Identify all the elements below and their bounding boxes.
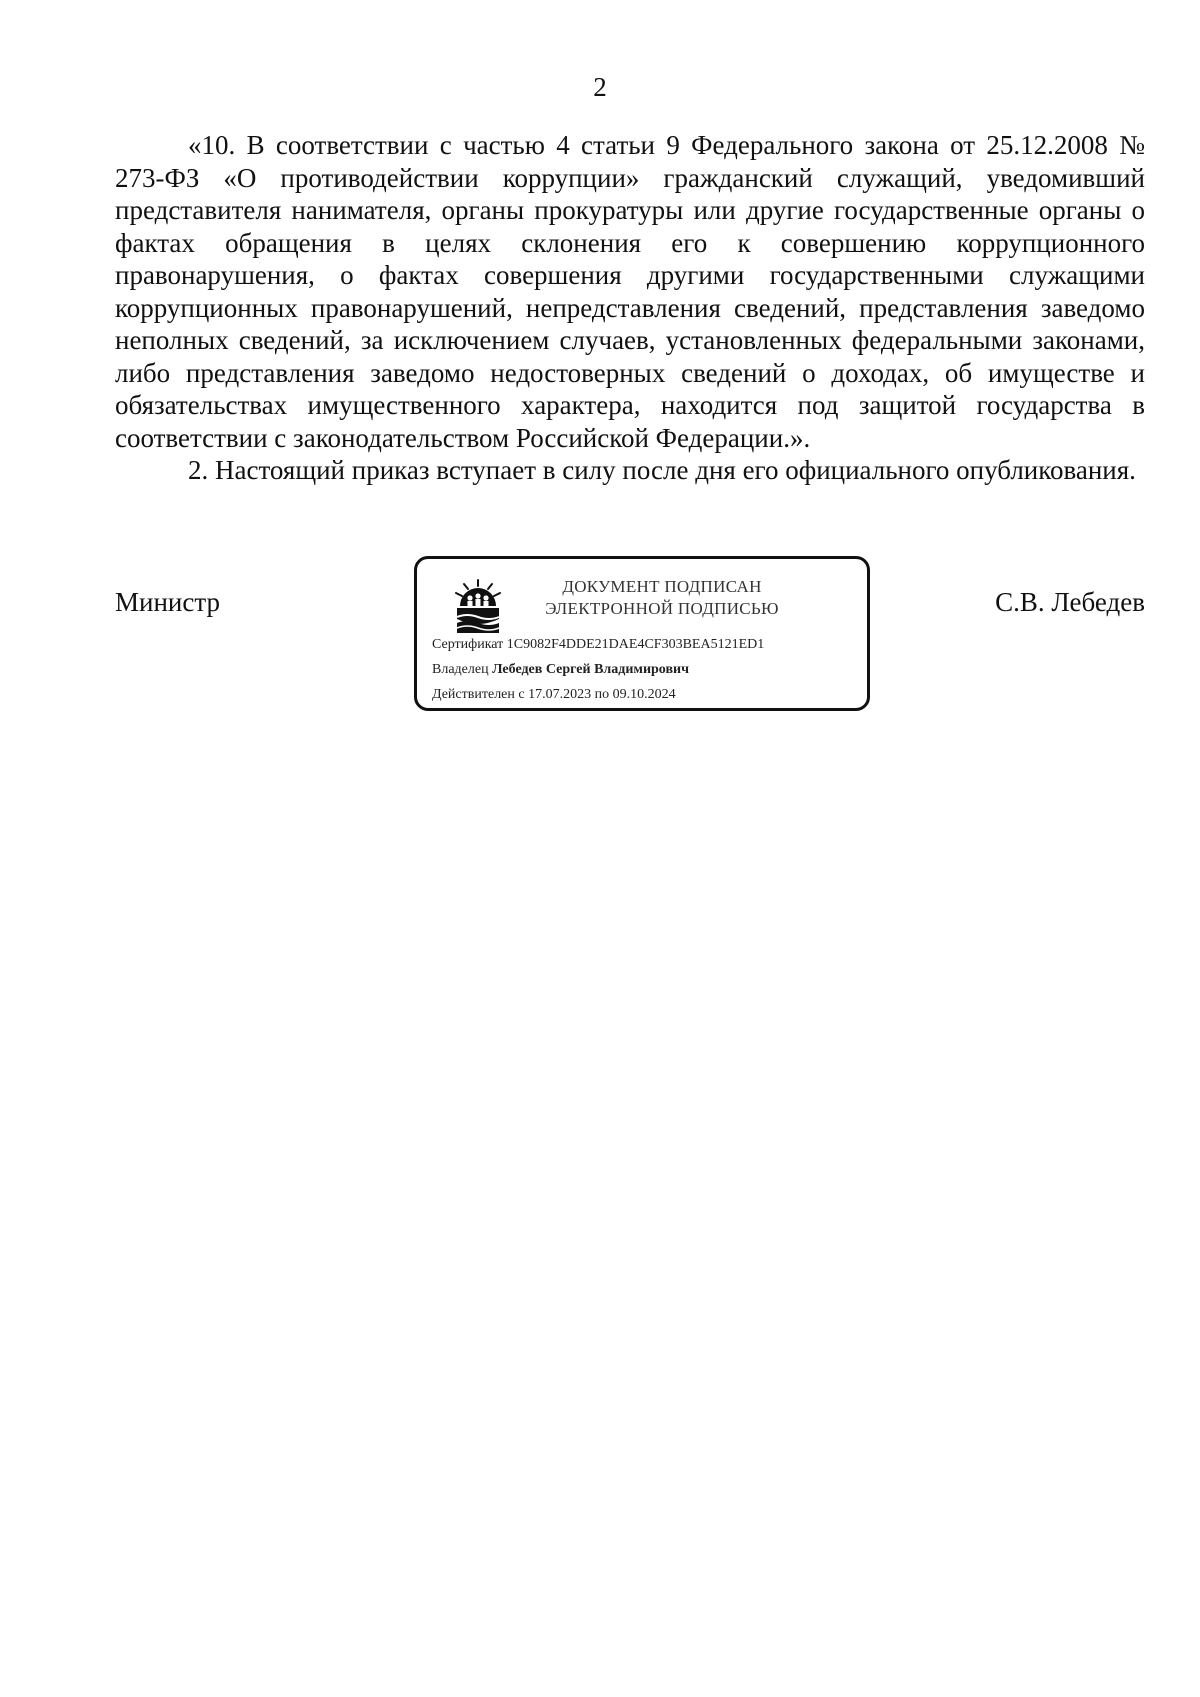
page-number: 2 (593, 72, 607, 102)
stamp-certificate-row (432, 636, 764, 654)
stamp-validity-row (432, 686, 676, 704)
owner-value: Лебедев Сергей Владимирович (492, 662, 689, 677)
regional-coat-of-arms-icon (453, 579, 503, 637)
validity-from: 17.07.2023 (528, 687, 592, 702)
certificate-value: 1C9082F4DDE21DAE4CF303BEA5121ED1 (506, 637, 765, 652)
paragraph-entry-into-force: 2. Настоящий приказ вступает в силу после дня его официального опубликования. (188, 455, 1136, 485)
stamp-heading (527, 576, 797, 620)
signatory-position: Министр (115, 587, 220, 617)
stamp-owner-row (432, 661, 689, 679)
electronic-signature-stamp (414, 556, 870, 711)
paragraph-amendment-10: «10. В соответствии с частью 4 статьи 9 Федерального закона от 25.12.2008 № 273-ФЗ «О противодействии коррупции» гражданский служащий, уведомивший представителя нанимателя, органы прокуратуры или другие государственные органы о фактах обращения в целях склонения его к совершению коррупционного правонарушения, о фактах совершения другими государственными служащими коррупционных правонарушений, непредставления сведений, представления заведомо неполных сведений, за исключением случаев, установленных федеральными законами, либо представления заведомо недостоверных сведений о доходах, об имуществе и обязательствах имущественного характера, находится под защитой государства в соответствии с законодательством Российской Федерации.». (115, 130, 1145, 453)
certificate-label: Сертификат (432, 637, 504, 652)
validity-from-label: с (518, 687, 525, 702)
stamp-heading-line-2: ЭЛЕКТРОННОЙ ПОДПИСЬЮ (545, 599, 779, 618)
validity-to: 09.10.2024 (612, 687, 676, 702)
owner-label: Владелец (432, 662, 489, 677)
stamp-heading-line-1: ДОКУМЕНТ ПОДПИСАН (562, 577, 762, 596)
validity-label: Действителен (432, 687, 515, 702)
document-body (115, 129, 1145, 487)
validity-to-label: по (594, 687, 610, 702)
signatory-name: С.В. Лебедев (995, 587, 1145, 617)
